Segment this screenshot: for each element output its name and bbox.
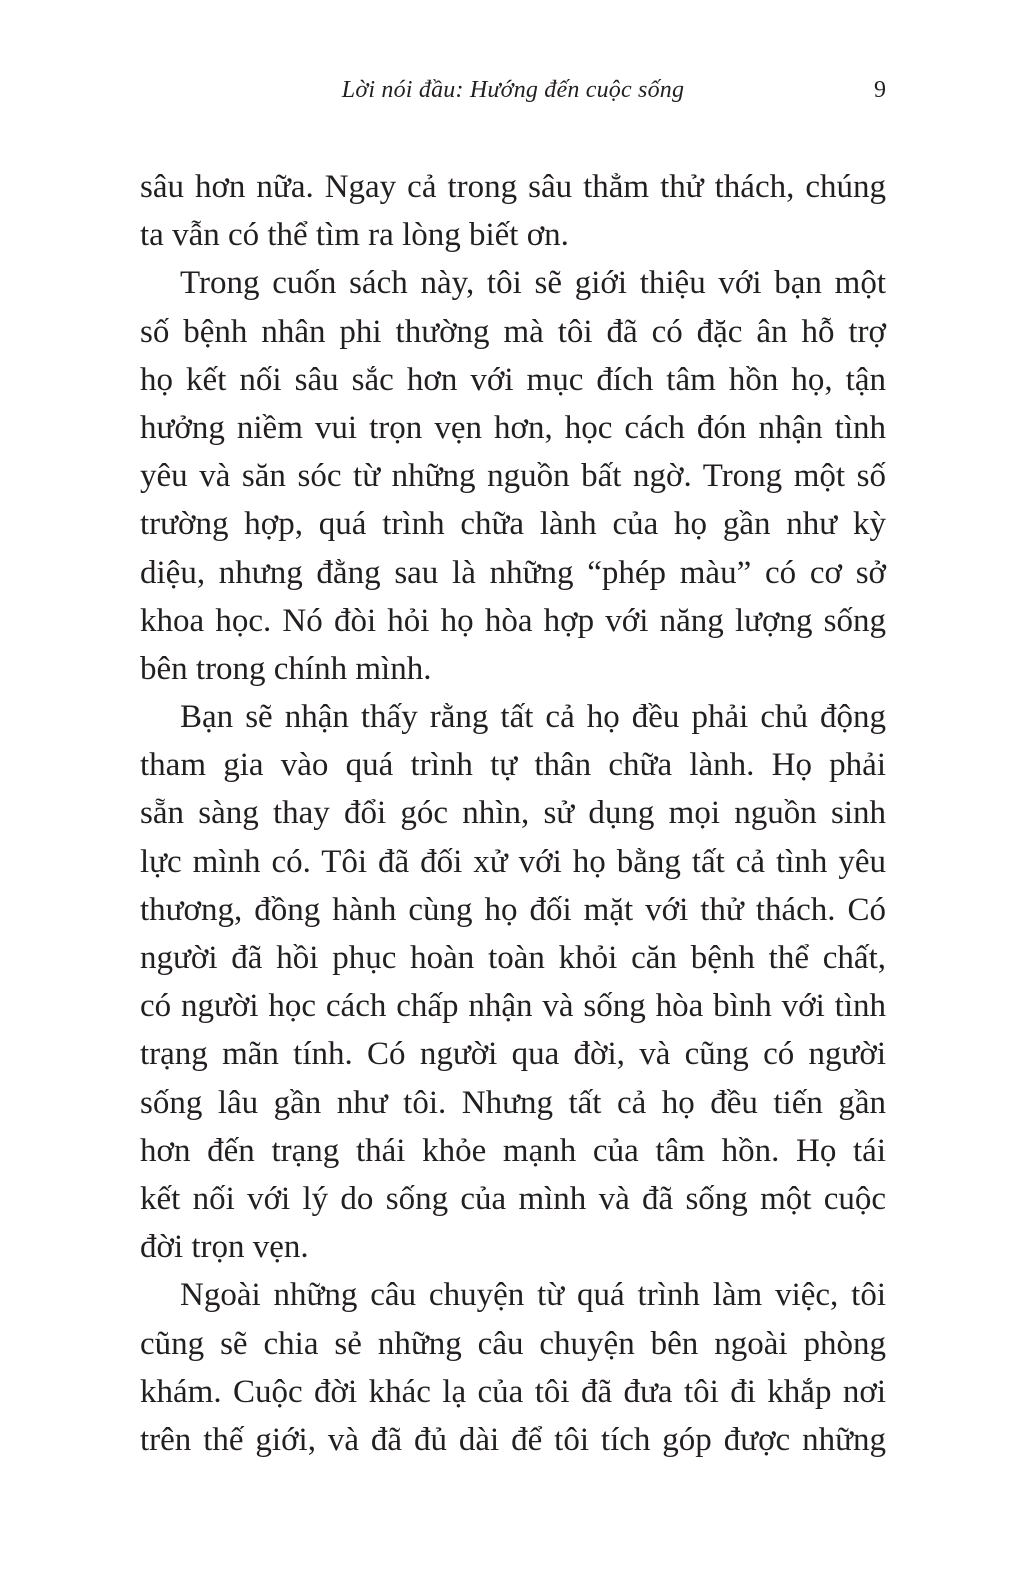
text-line: có người học cách chấp nhận và sống hòa bình với tình	[140, 988, 886, 1025]
text-line: Trong cuốn sách này, tôi sẽ giới thiệu với bạn một	[180, 265, 886, 302]
text-line: số bệnh nhân phi thường mà tôi đã có đặc ân hỗ trợ	[140, 313, 886, 350]
text-line: cũng sẽ chia sẻ những câu chuyện bên ngoài phòng	[140, 1325, 886, 1362]
text-line: đời trọn vẹn.	[140, 1229, 309, 1266]
paragraph	[140, 163, 886, 259]
text-line: sống lâu gần như tôi. Nhưng tất cả họ đều tiến gần	[140, 1084, 886, 1121]
text-line: khám. Cuộc đời khác lạ của tôi đã đưa tôi đi khắp nơi	[140, 1373, 886, 1410]
page-number: 9	[874, 77, 886, 103]
text-line: thương, đồng hành cùng họ đối mặt với thử thách. Có	[140, 891, 886, 928]
paragraph	[140, 1271, 886, 1464]
text-line: trường hợp, quá trình chữa lành của họ gần như kỳ	[140, 506, 886, 543]
text-line: ta vẫn có thể tìm ra lòng biết ơn.	[140, 217, 569, 254]
text-line: người đã hồi phục hoàn toàn khỏi căn bệnh thể chất,	[140, 940, 886, 976]
text-line: hơn đến trạng thái khỏe mạnh của tâm hồn. Họ tái	[140, 1132, 886, 1169]
running-header	[140, 74, 886, 110]
text-line: hưởng niềm vui trọn vẹn hơn, học cách đón nhận tình	[140, 409, 886, 446]
text-line: tham gia vào quá trình tự thân chữa lành. Họ phải	[140, 747, 886, 784]
text-line: lực mình có. Tôi đã đối xử với họ bằng tất cả tình yêu	[140, 843, 886, 880]
text-line: kết nối với lý do sống của mình và đã sống một cuộc	[140, 1180, 886, 1217]
chapter-title: Lời nói đầu: Hướng đến cuộc sống	[341, 77, 685, 103]
text-line: Ngoài những câu chuyện từ quá trình làm việc, tôi	[180, 1277, 886, 1314]
text-line: trên thế giới, và đã đủ dài để tôi tích góp được những	[140, 1421, 886, 1458]
paragraph	[140, 693, 886, 1271]
text-line: trạng mãn tính. Có người qua đời, và cũng có người	[140, 1036, 886, 1073]
text-line: yêu và săn sóc từ những nguồn bất ngờ. Trong một số	[140, 458, 886, 495]
text-line: họ kết nối sâu sắc hơn với mục đích tâm hồn họ, tận	[140, 361, 886, 398]
text-line: sẵn sàng thay đổi góc nhìn, sử dụng mọi nguồn sinh	[140, 795, 886, 832]
body-text	[140, 163, 886, 1464]
text-line: sâu hơn nữa. Ngay cả trong sâu thẳm thử thách, chúng	[140, 169, 886, 205]
text-line: Bạn sẽ nhận thấy rằng tất cả họ đều phải chủ động	[180, 699, 886, 736]
text-line: diệu, nhưng đằng sau là những “phép màu” có cơ sở	[140, 554, 886, 591]
text-line: khoa học. Nó đòi hỏi họ hòa hợp với năng lượng sống	[140, 602, 886, 639]
paragraph	[140, 259, 886, 693]
text-line: bên trong chính mình.	[140, 650, 432, 687]
